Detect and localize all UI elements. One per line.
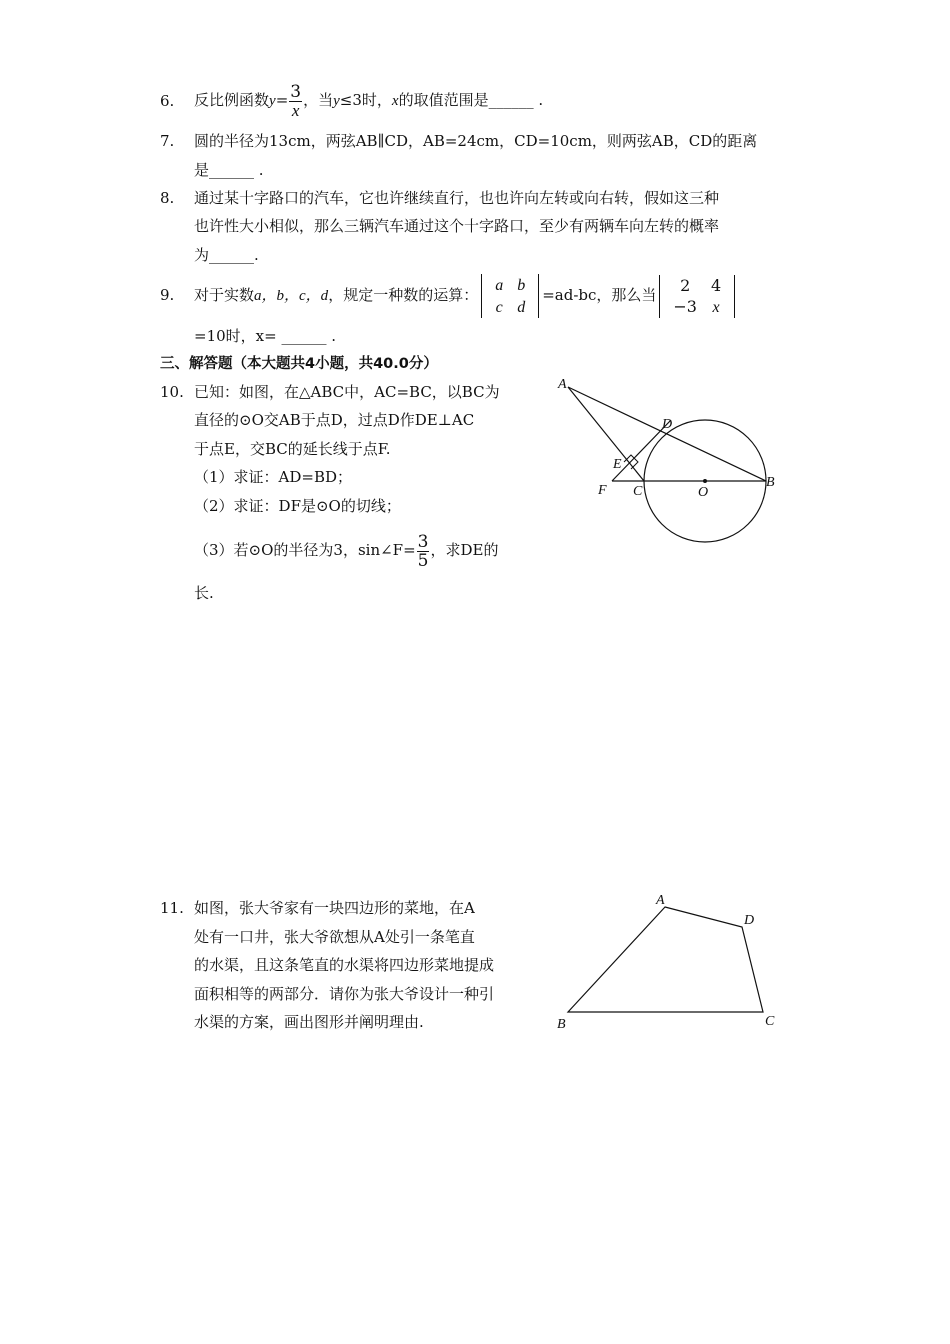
q10-sub2: （2）求证：DF是⊙O的切线； bbox=[194, 497, 401, 515]
segment-ab bbox=[568, 387, 766, 481]
q9-m2-d: x bbox=[712, 298, 720, 316]
fig1-label-e: E bbox=[613, 457, 622, 472]
q6-number: 6. bbox=[160, 92, 175, 110]
q6-cond: ≤3时， bbox=[339, 91, 392, 109]
q9-determinant-1 bbox=[481, 274, 539, 318]
q11-line1: 如图，张大爷家有一块四边形的菜地，在A bbox=[194, 899, 475, 917]
q10-line3: 于点E，交BC的延长线于点F. bbox=[194, 440, 391, 458]
center-point-o bbox=[703, 479, 707, 483]
q7-number: 7. bbox=[160, 132, 175, 150]
q8-line3: 为______. bbox=[194, 246, 259, 264]
q8-line2: 也许性大小相似，那么三辆汽车通过这个十字路口，至少有两辆车向左转的概率 bbox=[194, 217, 720, 235]
q7-line1: 圆的半径为13cm，两弦AB∥CD，AB=24cm，CD=10cm，则两弦AB，CD的距离 bbox=[194, 132, 758, 150]
fig1-label-a: A bbox=[558, 377, 567, 392]
fig1-label-f: F bbox=[598, 483, 607, 498]
q9-number: 9. bbox=[160, 286, 175, 304]
q6-y: y bbox=[269, 93, 276, 109]
q9-m1-b: b bbox=[517, 277, 526, 294]
q9-line1 bbox=[194, 272, 738, 319]
q11-line2: 处有一口井，张大爷欲想从A处引一条笔直 bbox=[194, 928, 475, 946]
q7-line2: 是______ . bbox=[194, 161, 264, 179]
q10-sub3-c: 长. bbox=[194, 584, 214, 602]
fig2-label-c: C bbox=[765, 1014, 775, 1029]
q10-sub3-b: ，求DE的 bbox=[430, 541, 499, 559]
q9-m1-d: d bbox=[517, 299, 526, 316]
q8-number: 8. bbox=[160, 189, 175, 207]
q9-t2: ，规定一种数的运算： bbox=[328, 286, 479, 304]
q9-m2-c: −3 bbox=[673, 297, 697, 316]
q9-determinant-2 bbox=[659, 275, 735, 318]
fig2-label-d: D bbox=[744, 913, 755, 928]
q6-t3: 的取值范围是______ . bbox=[398, 91, 544, 109]
q10-frac-den: 5 bbox=[417, 550, 429, 571]
q10-frac-num: 3 bbox=[417, 531, 429, 552]
q11-line4: 面积相等的两部分．请你为张大爷设计一种引 bbox=[194, 985, 495, 1003]
q6-fraction bbox=[289, 83, 302, 120]
q11-line5: 水渠的方案，画出图形并阐明理由. bbox=[194, 1013, 424, 1031]
q6-text bbox=[194, 78, 543, 123]
q9-m2-a: 2 bbox=[680, 275, 691, 295]
fig1-label-b: B bbox=[766, 475, 775, 490]
q9-line2: =10时，x= ______ . bbox=[194, 327, 336, 345]
fig2-label-a: A bbox=[656, 893, 665, 908]
fig1-label-d: D bbox=[662, 417, 673, 432]
q9-vars: a，b，c，d bbox=[254, 288, 329, 304]
q9-m1-a: a bbox=[495, 277, 504, 294]
q9-m1-c: c bbox=[495, 299, 503, 316]
q10-sub3-a: （3）若⊙O的半径为3，sin∠F= bbox=[194, 541, 416, 559]
q6-eq: = bbox=[275, 91, 289, 109]
quadrilateral-abcd bbox=[568, 907, 763, 1012]
fig1-label-o: O bbox=[698, 485, 709, 500]
section-3-title: 三、解答题（本大题共4小题，共40.0分） bbox=[160, 356, 438, 372]
q10-sub3 bbox=[194, 528, 498, 572]
q6-cond-y: y bbox=[333, 93, 340, 109]
q10-number: 10. bbox=[160, 383, 184, 401]
figure-circle-triangle bbox=[550, 370, 790, 550]
q8-line1: 通过某十字路口的汽车，它也许继续直行，也也许向左转或向右转，假如这三种 bbox=[194, 189, 720, 207]
q10-fraction bbox=[417, 533, 430, 570]
fig2-label-b: B bbox=[557, 1017, 566, 1032]
fig1-label-c: C bbox=[633, 484, 643, 499]
q6-frac-num: 3 bbox=[290, 81, 302, 102]
q10-line1: 已知：如图，在△ABC中，AC=BC，以BC为 bbox=[194, 383, 500, 401]
q6-t1: 反比例函数 bbox=[194, 91, 270, 109]
q6-x: x bbox=[391, 93, 399, 109]
q11-number: 11. bbox=[160, 899, 184, 917]
figure-quadrilateral bbox=[550, 885, 790, 1035]
q6-t2: ，当 bbox=[303, 91, 334, 109]
q10-line2: 直径的⊙O交AB于点D，过点D作DE⊥AC bbox=[194, 411, 475, 429]
q11-line3: 的水渠，且这条笔直的水渠将四边形菜地提成 bbox=[194, 956, 495, 974]
q9-t3: =ad-bc，那么当 bbox=[542, 286, 657, 304]
q9-t1: 对于实数 bbox=[194, 286, 255, 304]
q9-m2-b: 4 bbox=[710, 275, 722, 295]
q6-frac-den: x bbox=[291, 100, 300, 120]
q10-sub1: （1）求证：AD=BD； bbox=[194, 468, 353, 486]
